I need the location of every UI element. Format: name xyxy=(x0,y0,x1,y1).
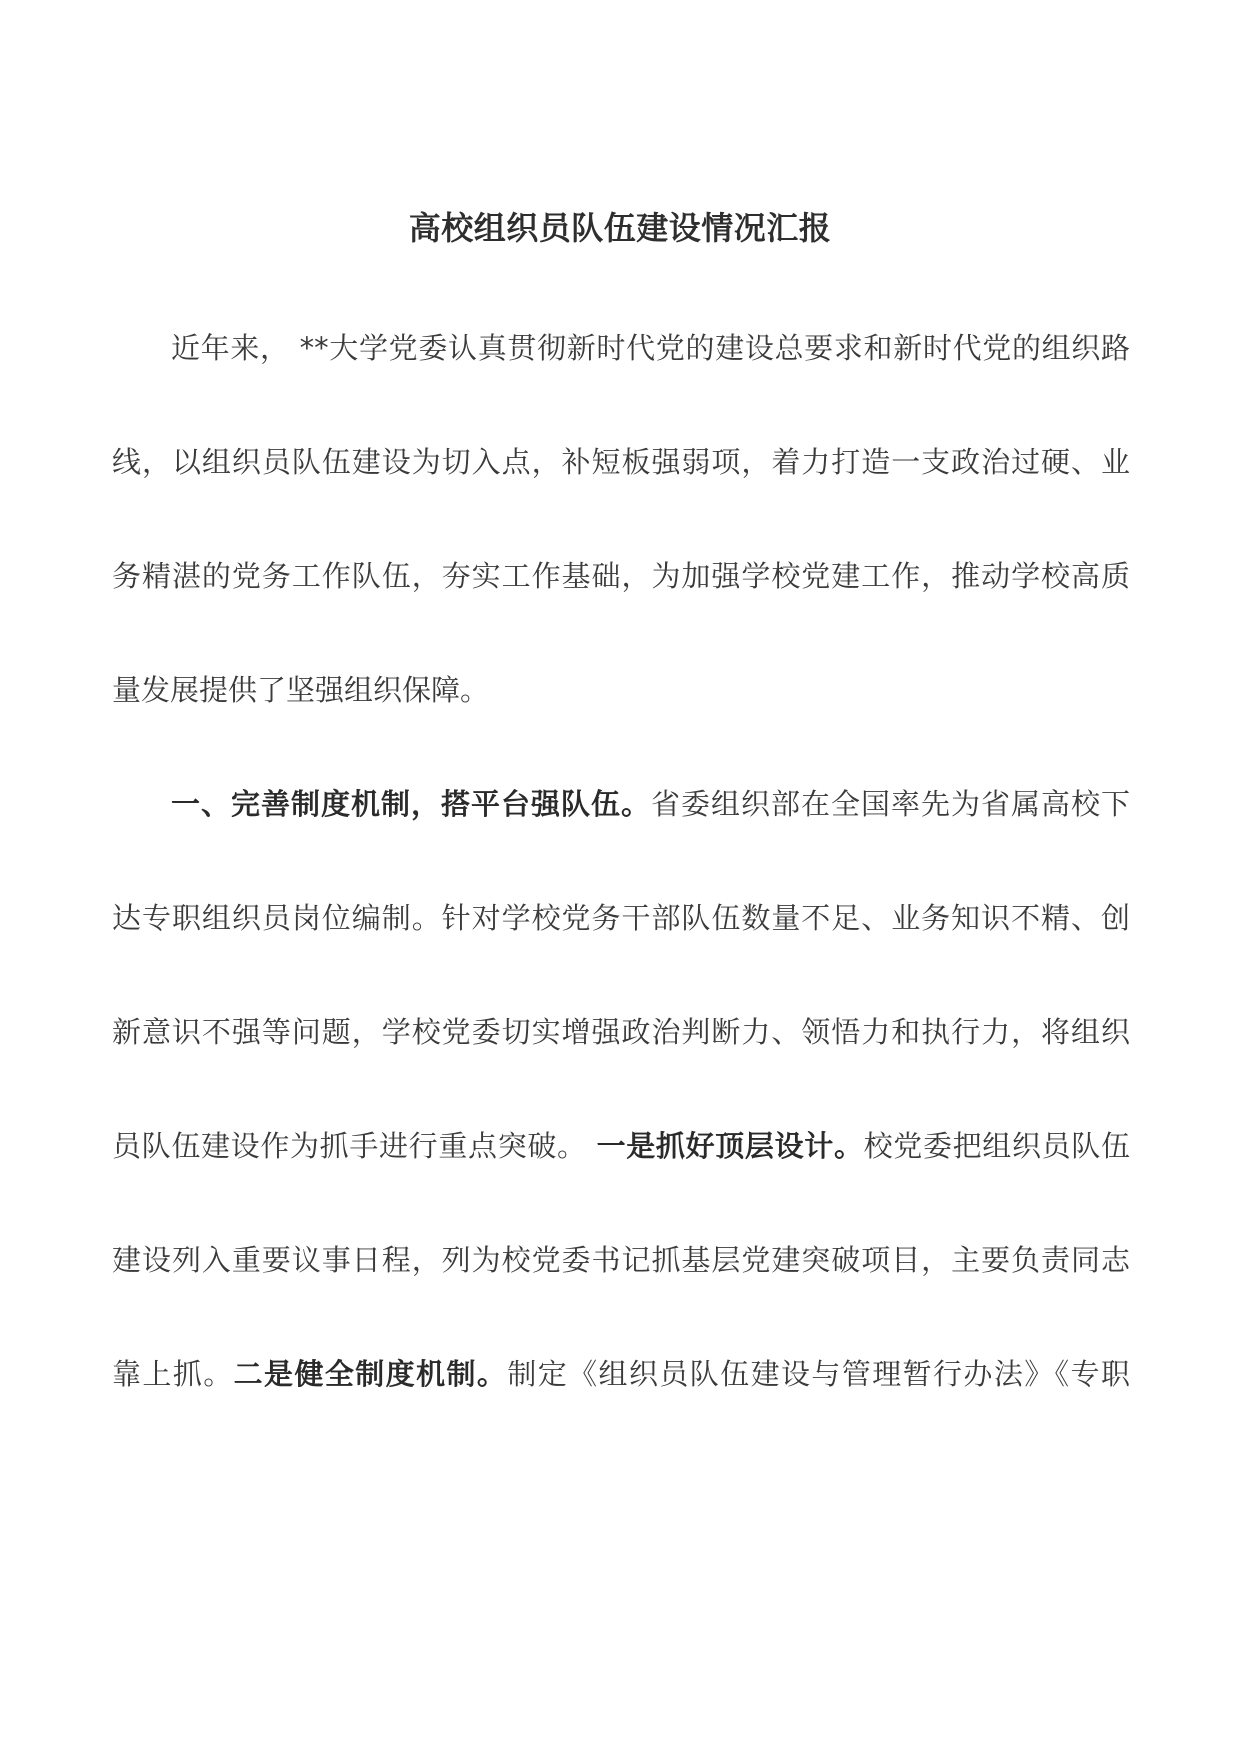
intro-line-4: 量发展提供了坚强组织保障。 xyxy=(112,673,490,707)
point1-heading: 一是抓好顶层设计。 xyxy=(596,1129,864,1163)
section1-line-5: 建设列入重要议事日程，列为校党委书记抓基层党建突破项目，主要负责同志 xyxy=(112,1243,1130,1277)
intro-line-2: 线，以组织员队伍建设为切入点，补短板强弱项，着力打造一支政治过硬、业 xyxy=(112,445,1130,479)
section1-line-3: 新意识不强等问题，学校党委切实增强政治判断力、领悟力和执行力，将组织 xyxy=(112,1015,1130,1049)
section1-line-6-rest: 制定《组织员队伍建设与管理暂行办法》《专职 xyxy=(507,1357,1130,1391)
point2-heading: 二是健全制度机制。 xyxy=(233,1357,508,1391)
document-title: 高校组织员队伍建设情况汇报 xyxy=(408,209,832,247)
section1-heading: 一、完善制度机制，搭平台强队伍。 xyxy=(171,787,651,821)
section1-line-4-rest: 校党委把组织员队伍 xyxy=(863,1129,1130,1163)
intro-line-3: 务精湛的党务工作队伍，夯实工作基础，为加强学校党建工作，推动学校高质 xyxy=(112,559,1130,593)
section1-line-4-text: 员队伍建设作为抓手进行重点突破。 xyxy=(112,1129,587,1163)
section1-line-1 xyxy=(171,779,1130,829)
section1-line-4 xyxy=(112,1121,1130,1171)
section1-line-6 xyxy=(112,1349,1130,1399)
section1-line-1-text: 省委组织部在全国率先为省属高校下 xyxy=(650,787,1130,821)
section1-line-6-text: 靠上抓。 xyxy=(112,1357,234,1391)
intro-line-1: 近年来， **大学党委认真贯彻新时代党的建设总要求和新时代党的组织路 xyxy=(171,331,1130,365)
section1-line-2: 达专职组织员岗位编制。针对学校党务干部队伍数量不足、业务知识不精、创 xyxy=(112,901,1130,935)
